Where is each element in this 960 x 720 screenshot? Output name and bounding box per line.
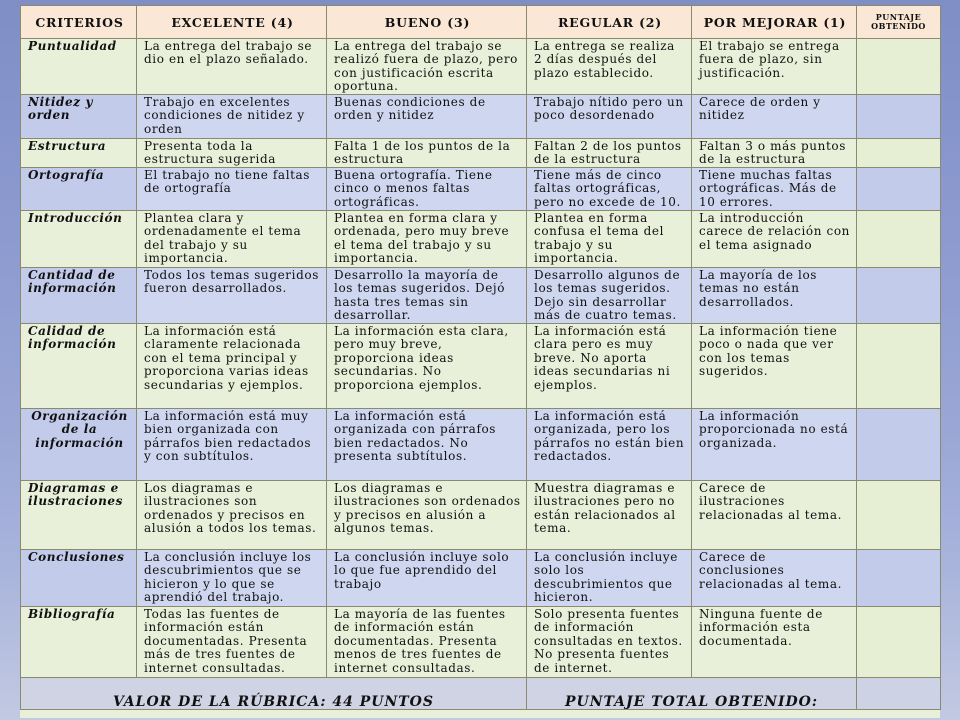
- header-bueno: BUENO (3): [327, 6, 527, 39]
- criterio-cell: Ortografía: [21, 168, 137, 211]
- table-row: [21, 39, 941, 95]
- bueno-cell: Los diagramas e ilustraciones son ordenados y precisos en alusión a algunos temas.: [327, 481, 527, 550]
- por-mejorar-cell: La mayoría de los temas no están desarrollados.: [692, 268, 857, 324]
- puntaje-cell[interactable]: [857, 139, 941, 168]
- regular-cell: Muestra diagramas e ilustraciones pero no están relacionados al tema.: [527, 481, 692, 550]
- criterio-cell: Estructura: [21, 139, 137, 168]
- puntaje-cell[interactable]: [857, 409, 941, 481]
- criterio-cell: Organización de la información: [21, 409, 137, 481]
- regular-cell: Plantea en forma confusa el tema del trabajo y su importancia.: [527, 211, 692, 268]
- puntaje-cell[interactable]: [857, 481, 941, 550]
- bueno-cell: La información esta clara, pero muy breve, proporciona ideas secundarias. No proporciona ejemplos.: [327, 324, 527, 409]
- total-score-cell[interactable]: [857, 678, 941, 710]
- por-mejorar-cell: Carece de ilustraciones relacionadas al tema.: [692, 481, 857, 550]
- criterio-cell: Introducción: [21, 211, 137, 268]
- table-row: [21, 268, 941, 324]
- excelente-cell: Plantea clara y ordenadamente el tema del trabajo y su importancia.: [137, 211, 327, 268]
- header-regular: REGULAR (2): [527, 6, 692, 39]
- criterio-cell: Diagramas e ilustraciones: [21, 481, 137, 550]
- puntaje-cell[interactable]: [857, 268, 941, 324]
- regular-cell: La información está clara pero es muy breve. No aporta ideas secundarias ni ejemplos.: [527, 324, 692, 409]
- excelente-cell: La información está muy bien organizada con párrafos bien redactados y con subtítulos.: [137, 409, 327, 481]
- por-mejorar-cell: Ninguna fuente de información esta documentada.: [692, 607, 857, 678]
- header-row: [21, 6, 941, 39]
- por-mejorar-cell: Tiene muchas faltas ortográficas. Más de 10 errores.: [692, 168, 857, 211]
- puntaje-cell[interactable]: [857, 95, 941, 139]
- table-row: [21, 168, 941, 211]
- criterio-cell: Nitidez y orden: [21, 95, 137, 139]
- header-criterios: CRITERIOS: [21, 6, 137, 39]
- table-row: [21, 211, 941, 268]
- bueno-cell: La entrega del trabajo se realizó fuera de plazo, pero con justificación escrita oportuna.: [327, 39, 527, 95]
- excelente-cell: La entrega del trabajo se dio en el plazo señalado.: [137, 39, 327, 95]
- regular-cell: Tiene más de cinco faltas ortográficas, pero no excede de 10.: [527, 168, 692, 211]
- table-row: [21, 481, 941, 550]
- puntaje-cell[interactable]: [857, 324, 941, 409]
- criterio-cell: Bibliografía: [21, 607, 137, 678]
- bueno-cell: Desarrollo la mayoría de los temas sugeridos. Dejó hasta tres temas sin desarrollar.: [327, 268, 527, 324]
- regular-cell: Faltan 2 de los puntos de la estructura: [527, 139, 692, 168]
- puntaje-cell[interactable]: [857, 39, 941, 95]
- bueno-cell: Plantea en forma clara y ordenada, pero muy breve el tema del trabajo y su importancia.: [327, 211, 527, 268]
- regular-cell: Desarrollo algunos de los temas sugeridos. Dejo sin desarrollar más de cuatro temas.: [527, 268, 692, 324]
- bueno-cell: Falta 1 de los puntos de la estructura: [327, 139, 527, 168]
- criterio-cell: Conclusiones: [21, 550, 137, 607]
- por-mejorar-cell: La introducción carece de relación con el tema asignado: [692, 211, 857, 268]
- puntaje-cell[interactable]: [857, 168, 941, 211]
- bueno-cell: Buenas condiciones de orden y nitidez: [327, 95, 527, 139]
- regular-cell: La entrega se realiza 2 días después del plazo establecido.: [527, 39, 692, 95]
- por-mejorar-cell: La información proporcionada no está organizada.: [692, 409, 857, 481]
- table-row: [21, 550, 941, 607]
- table-row: [21, 324, 941, 409]
- bueno-cell: La información está organizada con párrafos bien redactados. No presenta subtítulos.: [327, 409, 527, 481]
- bueno-cell: La conclusión incluye solo lo que fue aprendido del trabajo: [327, 550, 527, 607]
- bueno-cell: La mayoría de las fuentes de información están documentadas. Presenta menos de tres fuentes de internet consultadas.: [327, 607, 527, 678]
- table-row: [21, 95, 941, 139]
- total-score-label: PUNTAJE TOTAL OBTENIDO:: [527, 678, 857, 710]
- header-puntaje-line1: PUNTAJE: [875, 12, 922, 22]
- header-excelente: EXCELENTE (4): [137, 6, 327, 39]
- header-puntaje-obtenido: [857, 6, 941, 39]
- por-mejorar-cell: Carece de orden y nitidez: [692, 95, 857, 139]
- puntaje-cell[interactable]: [857, 211, 941, 268]
- header-por-mejorar: POR MEJORAR (1): [692, 6, 857, 39]
- table-row: [21, 139, 941, 168]
- excelente-cell: El trabajo no tiene faltas de ortografía: [137, 168, 327, 211]
- excelente-cell: Los diagramas e ilustraciones son ordenados y precisos en alusión a todos los temas.: [137, 481, 327, 550]
- por-mejorar-cell: Faltan 3 o más puntos de la estructura: [692, 139, 857, 168]
- puntaje-cell[interactable]: [857, 607, 941, 678]
- header-puntaje-line2: OBTENIDO: [871, 21, 926, 31]
- bueno-cell: Buena ortografía. Tiene cinco o menos faltas ortográficas.: [327, 168, 527, 211]
- regular-cell: La información está organizada, pero los párrafos no están bien redactados.: [527, 409, 692, 481]
- regular-cell: Trabajo nítido pero un poco desordenado: [527, 95, 692, 139]
- por-mejorar-cell: La información tiene poco o nada que ver con los temas sugeridos.: [692, 324, 857, 409]
- regular-cell: Solo presenta fuentes de información consultadas en textos. No presenta fuentes de internet.: [527, 607, 692, 678]
- por-mejorar-cell: El trabajo se entrega fuera de plazo, sin justificación.: [692, 39, 857, 95]
- rubric-table: [20, 5, 941, 710]
- criterio-cell: Cantidad de información: [21, 268, 137, 324]
- excelente-cell: La conclusión incluye los descubrimientos que se hicieron y lo que se aprendió del trabajo.: [137, 550, 327, 607]
- rubric-value-label: VALOR DE LA RÚBRICA: 44 PUNTOS: [21, 678, 527, 710]
- puntaje-cell[interactable]: [857, 550, 941, 607]
- excelente-cell: Todas las fuentes de información están documentadas. Presenta más de tres fuentes de internet consultadas.: [137, 607, 327, 678]
- footer-row: [21, 678, 941, 710]
- excelente-cell: La información está claramente relacionada con el tema principal y proporciona varias ideas secundarias y ejemplos.: [137, 324, 327, 409]
- table-row: [21, 607, 941, 678]
- excelente-cell: Trabajo en excelentes condiciones de nitidez y orden: [137, 95, 327, 139]
- criterio-cell: Puntualidad: [21, 39, 137, 95]
- excelente-cell: Todos los temas sugeridos fueron desarrollados.: [137, 268, 327, 324]
- excelente-cell: Presenta toda la estructura sugerida: [137, 139, 327, 168]
- table-row: [21, 409, 941, 481]
- criterio-cell: Calidad de información: [21, 324, 137, 409]
- por-mejorar-cell: Carece de conclusiones relacionadas al tema.: [692, 550, 857, 607]
- regular-cell: La conclusión incluye solo los descubrimientos que hicieron.: [527, 550, 692, 607]
